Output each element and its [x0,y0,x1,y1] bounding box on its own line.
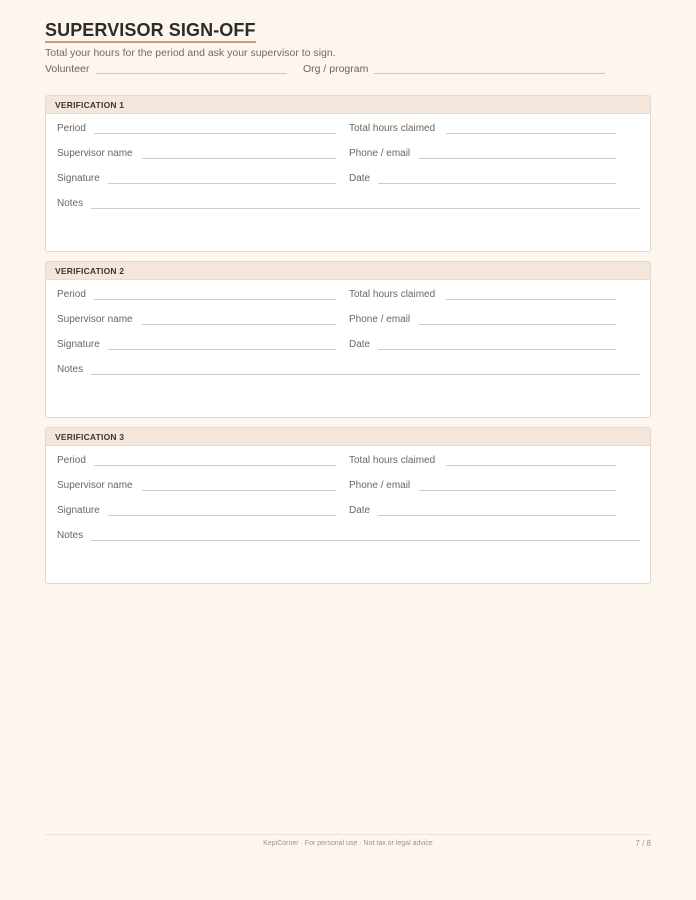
signature-field[interactable] [108,183,336,184]
notes-field[interactable] [91,540,640,541]
signature-row [57,505,337,519]
notes-label: Notes [57,530,84,541]
period-field[interactable] [94,299,336,300]
org-program-field[interactable] [374,73,605,74]
supervisor-row [57,314,337,328]
section-heading: VERIFICATION 2 [46,262,650,280]
signature-field[interactable] [108,515,336,516]
footer-disclaimer: KepiCorner · For personal use · Not tax or legal advice [263,840,433,847]
notes-row [57,530,641,544]
hours-row [349,289,617,303]
total-hours-field[interactable] [446,133,616,134]
total-hours-field[interactable] [446,299,616,300]
supervisor-row [57,480,337,494]
date-label: Date [349,173,371,184]
page-subtitle: Total your hours for the period and ask your supervisor to sign. [45,47,336,59]
signature-field[interactable] [108,349,336,350]
total-hours-label: Total hours claimed [349,289,436,300]
contact-row [349,314,617,328]
signature-label: Signature [57,339,100,350]
page-title: SUPERVISOR SIGN-OFF [45,20,256,43]
period-label: Period [57,123,86,134]
period-label: Period [57,455,86,466]
phone-email-field[interactable] [419,324,616,325]
supervisor-name-label: Supervisor name [57,148,133,159]
hours-row [349,123,617,137]
contact-row [349,480,617,494]
footer-divider [45,834,651,835]
date-row [349,505,617,519]
signature-label: Signature [57,505,100,516]
supervisor-name-label: Supervisor name [57,314,133,325]
notes-field[interactable] [91,374,640,375]
supervisor-name-field[interactable] [142,158,336,159]
notes-row [57,198,641,212]
notes-label: Notes [57,364,84,375]
contact-row [349,148,617,162]
phone-email-field[interactable] [419,158,616,159]
period-field[interactable] [94,465,336,466]
supervisor-name-label: Supervisor name [57,480,133,491]
notes-field[interactable] [91,208,640,209]
verification-section-3 [45,427,651,584]
date-label: Date [349,505,371,516]
total-hours-label: Total hours claimed [349,123,436,134]
date-field[interactable] [378,349,616,350]
date-field[interactable] [378,515,616,516]
phone-email-label: Phone / email [349,314,411,325]
period-row [57,455,337,469]
verification-section-1 [45,95,651,252]
notes-label: Notes [57,198,84,209]
verification-section-2 [45,261,651,418]
notes-row [57,364,641,378]
phone-email-label: Phone / email [349,148,411,159]
supervisor-name-field[interactable] [142,490,336,491]
date-field[interactable] [378,183,616,184]
hours-row [349,455,617,469]
phone-email-label: Phone / email [349,480,411,491]
signature-label: Signature [57,173,100,184]
section-heading: VERIFICATION 3 [46,428,650,446]
volunteer-field[interactable] [96,73,287,74]
period-label: Period [57,289,86,300]
volunteer-label: Volunteer [45,63,90,75]
period-row [57,289,337,303]
section-heading: VERIFICATION 1 [46,96,650,114]
period-row [57,123,337,137]
supervisor-name-field[interactable] [142,324,336,325]
page-number: 7 / 8 [635,839,651,848]
phone-email-field[interactable] [419,490,616,491]
signature-row [57,339,337,353]
signature-row [57,173,337,187]
total-hours-label: Total hours claimed [349,455,436,466]
page [45,0,651,900]
date-label: Date [349,339,371,350]
total-hours-field[interactable] [446,465,616,466]
date-row [349,173,617,187]
period-field[interactable] [94,133,336,134]
supervisor-row [57,148,337,162]
volunteer-info-row [45,63,651,77]
org-program-label: Org / program [303,63,369,75]
date-row [349,339,617,353]
